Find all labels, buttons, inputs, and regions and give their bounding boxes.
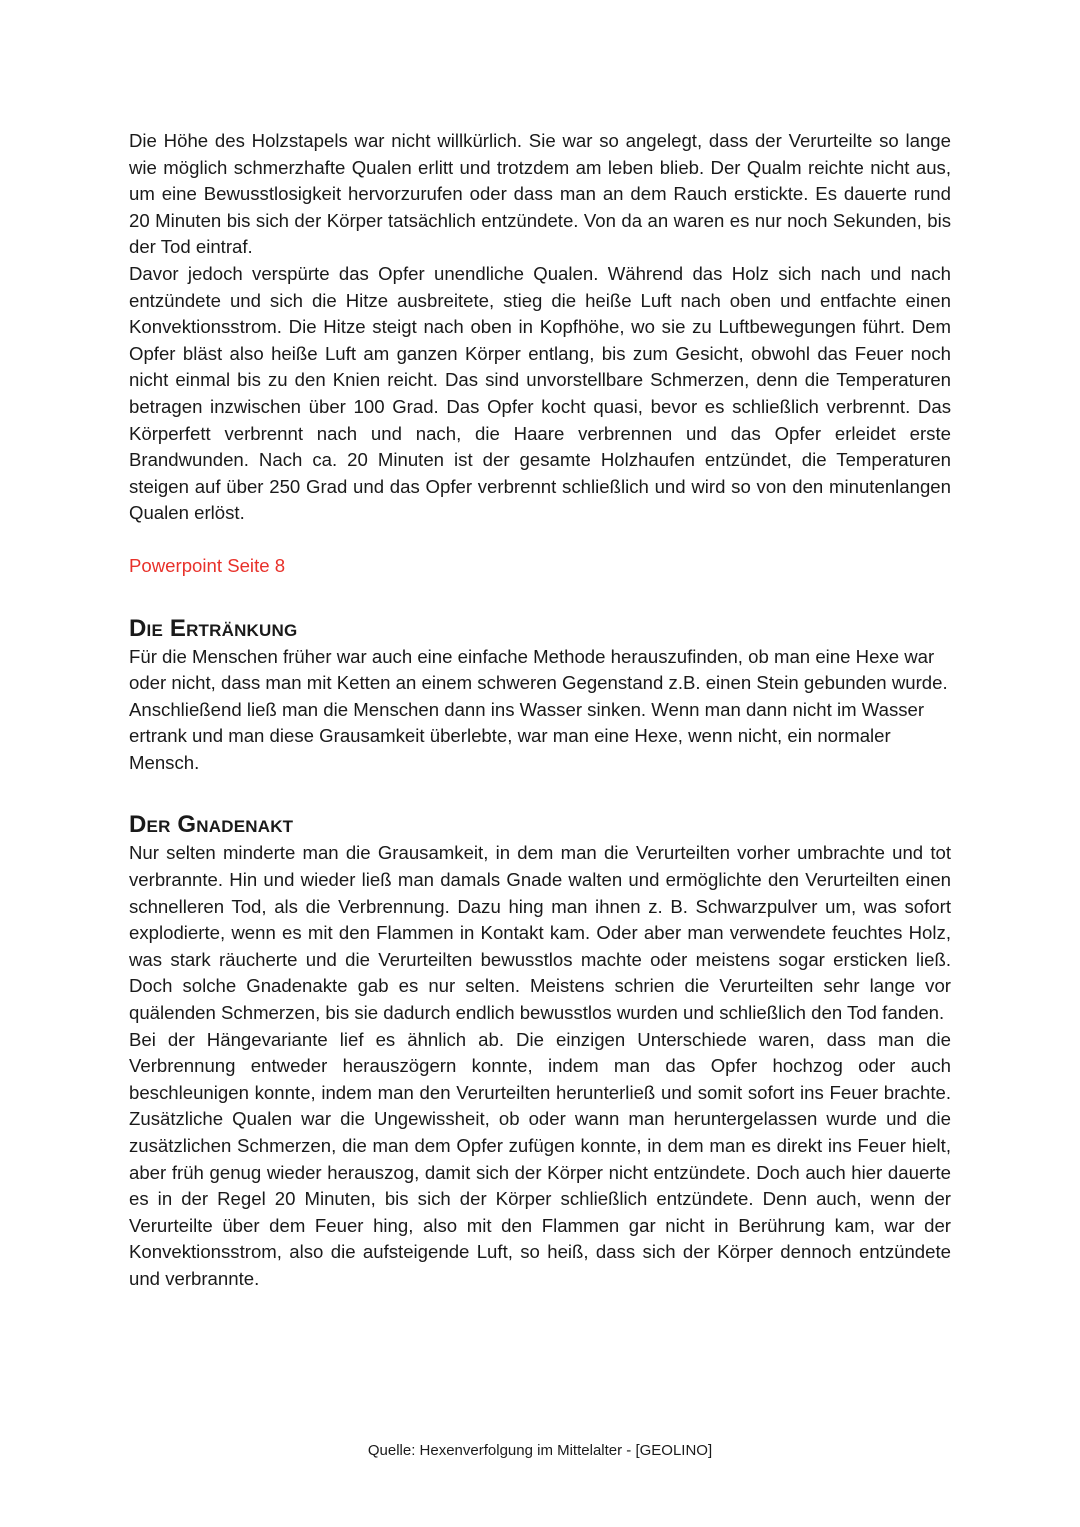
paragraph-qualen: Davor jedoch verspürte das Opfer unendliche Qualen. Während das Holz sich nach und nach entzündete und sich die Hitze ausbreitete, stieg die heiße Luft nach oben und entfachte einen Konvektionsstrom. Die Hitze steigt nach oben in Kopfhöhe, wo sie zu Luftbewegungen führt. Dem Opfer bläst also heiße Luft am ganzen Körper entlang, bis zum Gesicht, obwohl das Feuer noch nicht einmal bis zu den Knien reicht. Das sind unvorstellbare Schmerzen, denn die Temperaturen betragen inzwischen über 100 Grad. Das Opfer kocht quasi, bevor es schließlich verbrennt. Das Körperfett verbrennt nach und nach, die Haare verbrennen und das Opfer erleidet erste Brandwunden. Nach ca. 20 Minuten ist der gesamte Holzhaufen entzündet, die Temperaturen steigen auf über 250 Grad und das Opfer verbrennt schließlich und wird so von den minutenlangen Qualen erlöst. [129, 262, 951, 524]
paragraph-haengevariante: Bei der Hängevariante lief es ähnlich ab. Die einzigen Unterschiede waren, dass man die Verbrennung entweder herauszögern konnte, indem man das Opfer hochzog oder auch beschleunigen konnte, indem man den Verurteilten herunterließ und somit sofort ins Feuer brachte. Zusätzliche Qualen war die Ungewissheit, ob oder wann man heruntergelassen wurde und die zusätzlichen Schmerzen, die man dem Opfer zufügen konnte, in dem man es direkt ins Feuer hielt, aber früh genug wieder herauszog, damit sich der Körper nicht entzündete. Doch auch hier dauerte es in der Regel 20 Minuten, bis sich der Körper schließlich entzündete. Denn auch, wenn der Verurteilte über dem Feuer hing, also mit den Flammen gar nicht in Berührung kam, war der Konvektionsstrom, also die aufsteigende Luft, so heiß, dass sich der Körper dennoch entzündete und verbrannte. [129, 1028, 951, 1289]
paragraph-holzstapel: Die Höhe des Holzstapels war nicht willkürlich. Sie war so angelegt, dass der Verurteilte so lange wie möglich schmerzhafte Qualen erlitt und trotzdem am leben blieb. Der Qualm reichte nicht aus, um eine Bewusstlosigkeit hervorzurufen oder dass man an dem Rauch erstickte. Es dauerte rund 20 Minuten bis sich der Körper tatsächlich entzündete. Von da an waren es nur noch Sekunden, bis der Tod eintraf. [129, 130, 951, 258]
paragraph-gnadenakt: Nur selten minderte man die Grausamkeit, in dem man die Verurteilten vorher umbrachte und tot verbrannte. Hin und wieder ließ man damals Gnade walten und ermöglichte den Verurteilten einen schnelleren Tod, als die Verbrennung. Dazu hing man ihnen z. B. Schwarzpulver um, was sofort explodierte, wenn es mit den Flammen in Kontakt kam. Oder aber man verwendete feuchtes Holz, was stark räucherte und die Verurteilten bewusstlos machte oder meistens sogar ersticken ließ. Doch solche Gnadenakte gab es nur selten. Meistens schrien die Verurteilten sehr lange vor quälenden Schmerzen, bis sie dadurch endlich bewusstlos wurden und schließlich den Tod fanden. [129, 842, 951, 1024]
document-page [129, 128, 951, 1293]
source-footer: Quelle: Hexenverfolgung im Mittelalter - [GEOLINO] [367, 1442, 713, 1459]
powerpoint-reference: Powerpoint Seite 8 [129, 554, 286, 576]
heading-ertraenkung: Die Ertränkung [129, 614, 298, 642]
paragraph-ertraenkung: Für die Menschen früher war auch eine einfache Methode herauszufinden, ob man eine Hexe war oder nicht, dass man mit Ketten an einem schweren Gegenstand z.B. einen Stein gebunden wurde. Anschließend ließ man die Menschen dann ins Wasser sinken. Wenn man dann nicht im Wasser ertrank und man diese Grausamkeit überlebte, war man eine Hexe, wenn nicht, ein normaler Mensch. [129, 645, 948, 773]
heading-gnadenakt: Der Gnadenakt [129, 811, 294, 839]
